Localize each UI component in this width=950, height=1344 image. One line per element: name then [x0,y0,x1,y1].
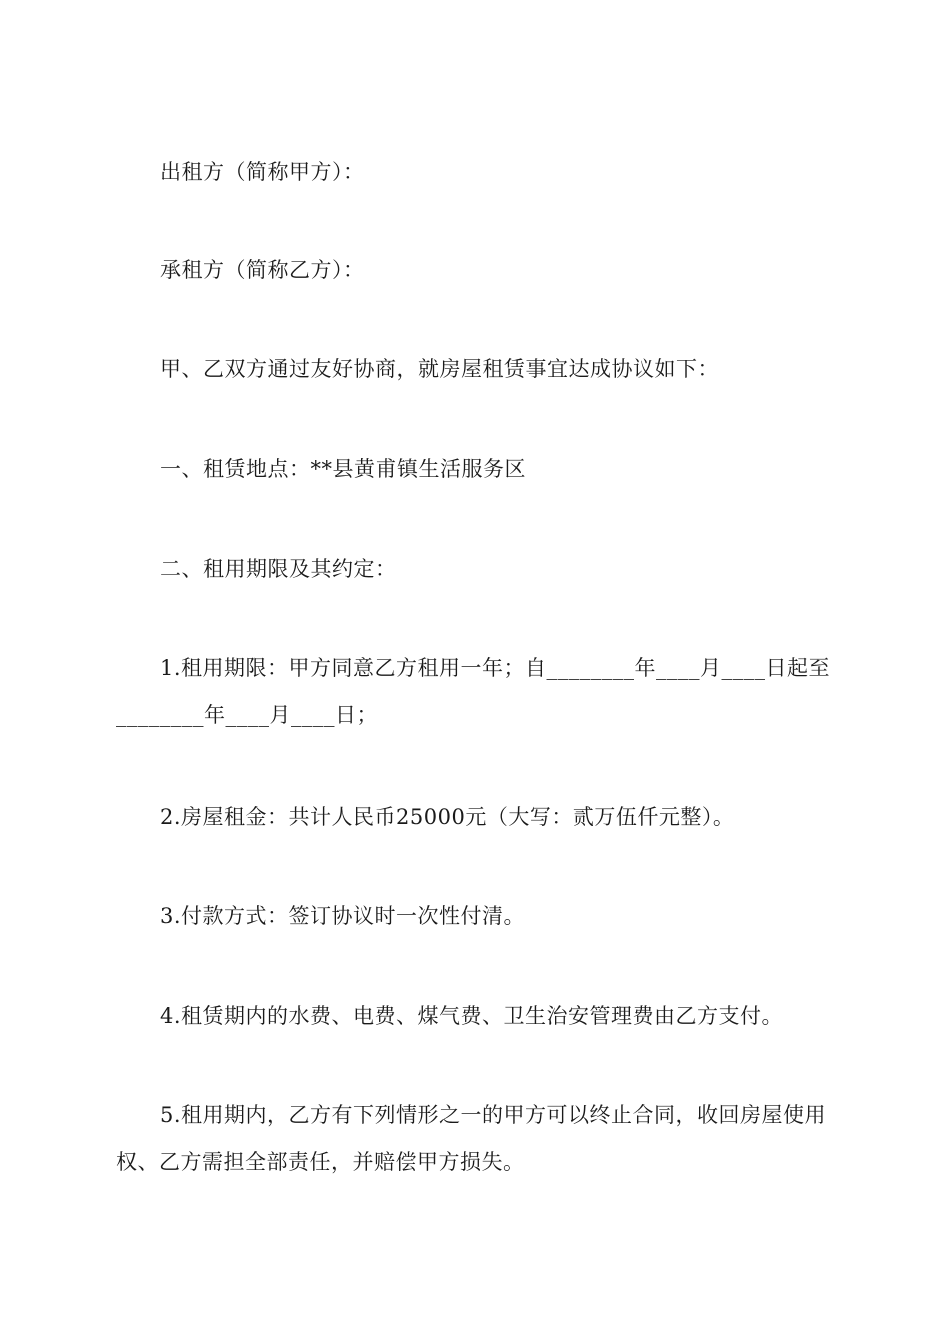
clause-lease-term: 1.租用期限：甲方同意乙方租用一年；自________年____月____日起至________年____月____日； [116,656,831,727]
clause-payment: 3.付款方式：签订协议时一次性付清。 [160,904,526,928]
lessor-line: 出租方（简称甲方）： [160,160,365,184]
clause-rent: 2.房屋租金：共计人民币25000元（大写：贰万伍仟元整）。 [160,805,735,829]
agreement-intro: 甲、乙双方通过友好协商，就房屋租赁事宜达成协议如下： [160,357,719,381]
clause-utilities: 4.租赁期内的水费、电费、煤气费、卫生治安管理费由乙方支付。 [160,1004,784,1028]
section-term-heading: 二、租用期限及其约定： [160,557,397,581]
lessee-line: 承租方（简称乙方）： [160,258,365,282]
clause-termination: 5.租用期内，乙方有下列情形之一的甲方可以终止合同，收回房屋使用权、乙方需担全部责任，并赔偿甲方损失。 [116,1103,827,1174]
section-location: 一、租赁地点：**县黄甫镇生活服务区 [160,457,526,481]
